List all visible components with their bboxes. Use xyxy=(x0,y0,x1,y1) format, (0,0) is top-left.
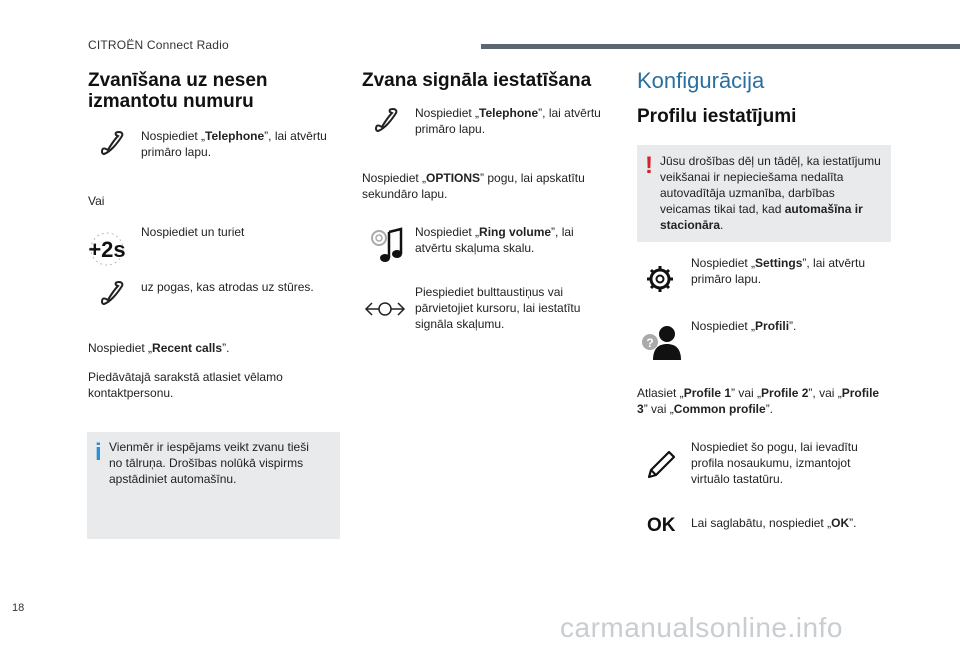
phone-icon xyxy=(98,130,126,156)
warning-note-text: Jūsu drošības dēļ un tādēļ, ka iestatījumu veikšanai ir nepieciešama nedalīta autovadītāja uzmanība, darbības veicamas tikai tad, kad automašīna ir stacionāra. xyxy=(660,154,881,232)
page-number: 18 xyxy=(12,602,25,614)
header-bar xyxy=(481,44,960,49)
user-profile-icon xyxy=(641,324,683,360)
section-heading-ringtone: Zvana signāla iestatīšana xyxy=(362,70,592,91)
gear-music-note-icon xyxy=(367,226,407,264)
page-header-title: CITROËN Connect Radio xyxy=(88,38,229,52)
warning-note xyxy=(637,145,891,242)
watermark: carmanualsonline.info xyxy=(560,612,843,643)
step-options: Nospiediet „OPTIONS” pogu, lai apskatītu sekundāro lapu. xyxy=(362,171,585,201)
step-enter-name: Nospiediet šo pogu, lai ievadītu profila nosaukumu, izmantojot virtuālo tastatūru. xyxy=(691,440,858,486)
step-settings: Nospiediet „Settings”, lai atvērtu primāro lapu. xyxy=(691,256,866,286)
info-note-text: Vienmēr ir iespējams veikt zvanu tieši no tālruņa. Drošības nolūkā vispirms apstādiniet automašīnu. xyxy=(109,440,309,486)
phone-icon xyxy=(372,107,400,133)
edit-pencil-icon xyxy=(645,449,677,481)
step-save-ok: Lai saglabātu, nospiediet „OK”. xyxy=(691,516,857,530)
step-adjust-volume: Piespiediet bulttaustiņus vai pārvietojiet kursoru, lai iestatītu signāla skaļumu. xyxy=(415,285,581,331)
svg-text:?: ? xyxy=(646,336,654,350)
hold-badge-text: +2s xyxy=(88,237,126,262)
steering-plus-2s-icon xyxy=(84,231,130,267)
step-select-profile: Atlasiet „Profile 1” vai „Profile 2”, vai „Profile 3” vai „Common profile”. xyxy=(637,386,880,416)
section-heading-configuration: Konfigurācija xyxy=(637,68,765,93)
step-steering-button: uz pogas, kas atrodas uz stūres. xyxy=(141,280,314,294)
or-text: Vai xyxy=(88,194,105,208)
step-open-telephone-2: Nospiediet „Telephone”, lai atvērtu primāro lapu. xyxy=(415,106,601,136)
phone-icon xyxy=(98,280,126,306)
section-heading-recent-call: Zvanīšana uz nesen izmantotu numuru xyxy=(88,70,268,112)
section-heading-profiles: Profilu iestatījumi xyxy=(637,106,797,127)
step-ring-volume: Nospiediet „Ring volume”, lai atvērtu skaļuma skalu. xyxy=(415,225,574,255)
slider-arrows-icon xyxy=(364,298,406,320)
step-open-telephone: Nospiediet „Telephone”, lai atvērtu primāro lapu. xyxy=(141,129,327,159)
step-profili: Nospiediet „Profili”. xyxy=(691,319,797,333)
info-note xyxy=(87,432,340,539)
ok-icon: OK xyxy=(647,515,676,536)
step-recent-calls: Nospiediet „Recent calls”. xyxy=(88,341,230,355)
info-icon: i xyxy=(95,439,102,466)
gear-icon xyxy=(645,264,675,294)
warning-icon: ! xyxy=(645,152,653,179)
step-press-hold: Nospiediet un turiet xyxy=(141,225,245,239)
step-select-contact: Piedāvātajā sarakstā atlasiet vēlamo kontaktpersonu. xyxy=(88,370,283,400)
